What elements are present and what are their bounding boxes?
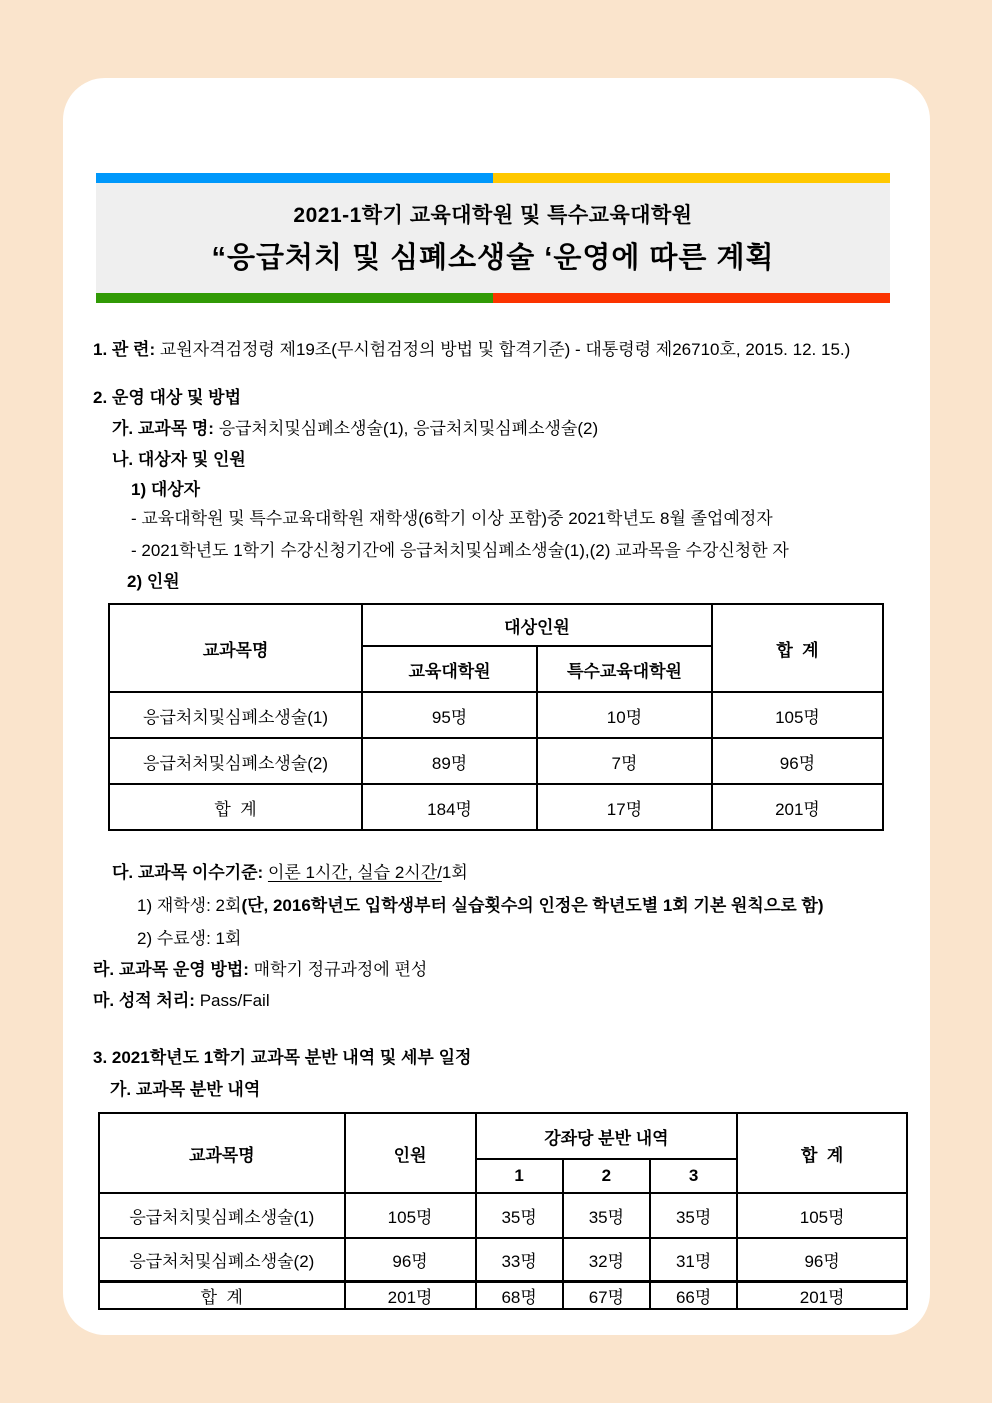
table-cell: 96명 xyxy=(345,1238,476,1281)
completed-student-line: 2) 수료생: 1회 xyxy=(137,929,242,948)
table-header-row xyxy=(109,604,883,646)
table-cell: 35명 xyxy=(563,1193,650,1238)
table-cell: 95명 xyxy=(362,692,537,738)
banner-top-bar xyxy=(96,173,890,183)
table2-header-division-2: 2 xyxy=(563,1159,650,1193)
table-cell: 67명 xyxy=(563,1281,650,1309)
document-body xyxy=(63,340,930,1310)
grading-line xyxy=(93,991,930,1011)
table1-header-subject: 교과목명 xyxy=(109,604,362,692)
course-name-line xyxy=(112,419,930,439)
table1-header-grad: 교육대학원 xyxy=(362,646,537,692)
grading-label: 마. 성적 처리: xyxy=(93,991,195,1010)
table-total-row xyxy=(99,1281,907,1309)
target-detail-2: - 2021학년도 1학기 수강신청기간에 응급처치및심폐소생술(1),(2) 교과목을 수강신청한 자 xyxy=(131,541,789,560)
table-cell: 201명 xyxy=(712,784,883,830)
table-cell: 201명 xyxy=(737,1281,907,1309)
operation-method-label: 라. 교과목 운영 방법: xyxy=(93,960,249,979)
table-cell: 응급처치및심폐소생술(1) xyxy=(99,1193,345,1238)
table2-header-division-1: 1 xyxy=(476,1159,563,1193)
table-cell: 184명 xyxy=(362,784,537,830)
table-cell: 105명 xyxy=(345,1193,476,1238)
table-total-row xyxy=(109,784,883,830)
table1-header-total: 합 계 xyxy=(712,604,883,692)
course-name-text: 응급처치및심폐소생술(1), 응급처치및심폐소생술(2) xyxy=(218,419,599,438)
table-row xyxy=(99,1238,907,1281)
banner-title-box xyxy=(96,183,890,293)
table-cell: 응급처처및심폐소생술(2) xyxy=(109,738,362,784)
table-row xyxy=(109,738,883,784)
top-bar-yellow-segment xyxy=(493,173,890,183)
table-cell: 96명 xyxy=(712,738,883,784)
section-1-text: 교원자격검정령 제19조(무시험검정의 방법 및 합격기준) - 대통령령 제26710호, 2015. 12. 15.) xyxy=(159,340,851,359)
table-cell: 89명 xyxy=(362,738,537,784)
table-cell: 7명 xyxy=(537,738,712,784)
table-row xyxy=(99,1193,907,1238)
table2-header-total: 합 계 xyxy=(737,1113,907,1193)
table1-header-target: 대상인원 xyxy=(362,604,712,646)
table-cell: 10명 xyxy=(537,692,712,738)
target-item-2: 2) 인원 xyxy=(127,572,180,591)
completion-criteria-underlined: 이론 1시간, 실습 2시간/ xyxy=(267,863,442,882)
table-cell: 응급처처및심폐소생술(2) xyxy=(99,1238,345,1281)
section-1-label: 1. 관 련: xyxy=(93,340,156,359)
completion-criteria-line xyxy=(112,863,930,883)
table-cell: 105명 xyxy=(737,1193,907,1238)
completion-criteria-label: 다. 교과목 이수기준: xyxy=(112,863,264,882)
class-division-heading: 가. 교과목 분반 내역 xyxy=(110,1080,261,1099)
table-cell: 합 계 xyxy=(109,784,362,830)
operation-method-line xyxy=(93,960,930,980)
completion-criteria-rest: 1회 xyxy=(441,863,468,882)
table-cell: 68명 xyxy=(476,1281,563,1309)
table-header-row xyxy=(99,1113,907,1159)
title-banner xyxy=(96,173,890,303)
enrolled-student-note: (단, 2016학년도 입학생부터 실습횟수의 인정은 학년도별 1회 기본 원칙으로 함) xyxy=(241,896,824,915)
banner-title-secondary: “응급처치 및 심폐소생술 ‘운영에 따른 계획 xyxy=(211,242,775,274)
bottom-bar-red-segment xyxy=(493,293,890,303)
section-3-heading: 3. 2021학년도 1학기 교과목 분반 내역 및 세부 일정 xyxy=(93,1048,472,1067)
table-cell: 31명 xyxy=(650,1238,737,1281)
table-cell: 17명 xyxy=(537,784,712,830)
enrolled-student-line xyxy=(137,896,930,916)
section-2-heading: 2. 운영 대상 및 방법 xyxy=(93,388,242,407)
banner-title-primary: 2021-1학기 교육대학원 및 특수교육대학원 xyxy=(293,204,693,227)
section-1-line xyxy=(93,340,930,360)
bottom-bar-green-segment xyxy=(96,293,493,303)
table2-header-group: 강좌당 분반 내역 xyxy=(476,1113,738,1159)
operation-method-text: 매학기 정규과정에 편성 xyxy=(253,960,428,979)
class-division-table xyxy=(98,1112,908,1310)
table-cell: 32명 xyxy=(563,1238,650,1281)
table-cell: 35명 xyxy=(650,1193,737,1238)
table-row xyxy=(109,692,883,738)
table-cell: 합 계 xyxy=(99,1281,345,1309)
table-cell: 35명 xyxy=(476,1193,563,1238)
table-cell: 66명 xyxy=(650,1281,737,1309)
banner-bottom-bar xyxy=(96,293,890,303)
table-cell: 96명 xyxy=(737,1238,907,1281)
target-heading: 나. 대상자 및 인원 xyxy=(112,450,246,469)
table2-header-count: 인원 xyxy=(345,1113,476,1193)
document-card xyxy=(63,78,930,1335)
table-cell: 33명 xyxy=(476,1238,563,1281)
table-cell: 201명 xyxy=(345,1281,476,1309)
table-cell: 응급처치및심폐소생술(1) xyxy=(109,692,362,738)
target-detail-1: - 교육대학원 및 특수교육대학원 재학생(6학기 이상 포함)중 2021학년도 8월 졸업예정자 xyxy=(131,509,773,528)
grading-text: Pass/Fail xyxy=(199,991,270,1010)
table2-header-division-3: 3 xyxy=(650,1159,737,1193)
enrolled-student-prefix: 1) 재학생: 2회 xyxy=(137,896,242,915)
course-name-label: 가. 교과목 명: xyxy=(112,419,214,438)
table2-header-subject: 교과목명 xyxy=(99,1113,345,1193)
target-item-1: 1) 대상자 xyxy=(131,480,201,499)
table-cell: 105명 xyxy=(712,692,883,738)
top-bar-blue-segment xyxy=(96,173,493,183)
table1-header-special: 특수교육대학원 xyxy=(537,646,712,692)
target-count-table xyxy=(108,603,884,831)
